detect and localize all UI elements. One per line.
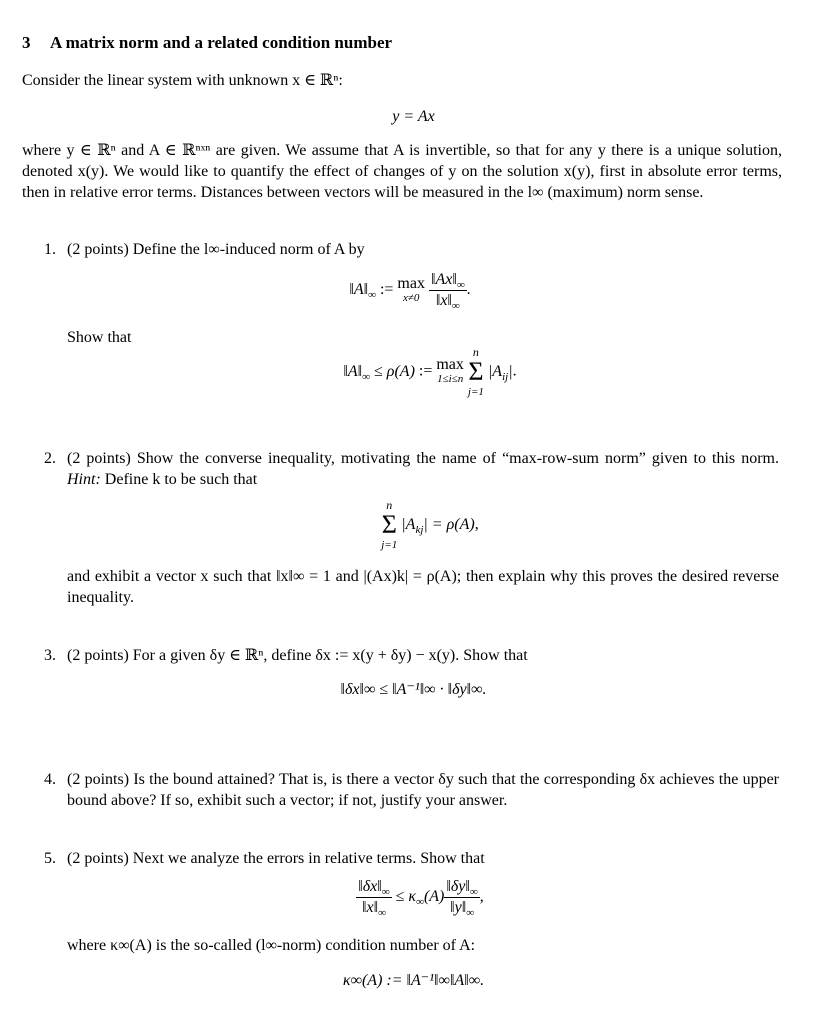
question-4-points: (2 points) bbox=[67, 771, 130, 788]
question-2-hint-label: Hint: bbox=[67, 471, 101, 488]
question-5-equation-1: $\frac{‖\delta x‖_\infty}{‖x‖_\infty}$ ≤ $\kappa_\infty(A)$ $\frac{‖\delta y‖_\infty}{‖y‖_\infty}$ , bbox=[358, 878, 484, 920]
question-3-label: 3. bbox=[44, 647, 56, 664]
question-2-equation: n Σ j=1 $|A_{kj}| = \rho(A)$, bbox=[381, 498, 479, 551]
norm-ratio-fraction: $\frac{‖Ax‖_\infty}{‖x‖_\infty}$ bbox=[430, 271, 465, 313]
max-operator: max x≠0 bbox=[397, 274, 425, 304]
norm-A-inf: $‖A‖_\infty$ bbox=[349, 281, 376, 302]
question-3-text: For a given δy ∈ ℝⁿ, define δx := x(y + δy) − x(y). Show that bbox=[132, 647, 528, 664]
question-5-equation-2: κ∞(A) := ‖A⁻¹‖∞‖A‖∞. bbox=[342, 972, 485, 989]
question-3-points: (2 points) bbox=[67, 647, 129, 664]
question-5-label: 5. bbox=[44, 850, 56, 867]
relative-error-y-fraction: $\frac{‖\delta y‖_\infty}{‖y‖_\infty}$ bbox=[446, 878, 478, 920]
question-2-hint-text: Define k to be such that bbox=[104, 471, 258, 488]
intro-equation: y = Ax bbox=[392, 108, 435, 125]
question-2-points: (2 points) bbox=[67, 450, 131, 467]
question-5-text: Next we analyze the errors in relative terms. Show that bbox=[132, 850, 485, 867]
question-1-points: (2 points) bbox=[67, 241, 129, 258]
question-1-text: Define the l∞-induced norm of A by bbox=[132, 241, 365, 258]
section-heading bbox=[22, 32, 392, 53]
question-5-points: (2 points) bbox=[67, 850, 129, 867]
intro-paragraph: where y ∈ ℝⁿ and A ∈ ℝⁿˣⁿ are given. We assume that A is invertible, so that for any y there is a unique solution, denoted x(y). We would like to quantify the effect of changes of y on the solution x(y), first in absolute error terms, then in relative error terms. Distances between vectors will be measured in the l∞ (maximum) norm sense. bbox=[22, 142, 782, 201]
intro-text: Consider the linear system with unknown x ∈ ℝⁿ: bbox=[22, 72, 343, 89]
section-title: A matrix norm and a related condition number bbox=[50, 33, 393, 52]
question-2-label: 2. bbox=[44, 450, 56, 467]
relative-error-x-fraction: $\frac{‖\delta x‖_\infty}{‖x‖_\infty}$ bbox=[358, 878, 390, 920]
question-4-text: Is the bound attained? That is, is there a vector δy such that the corresponding δx achieves the upper bound above? If so, exhibit such a vector; if not, justify your answer. bbox=[67, 771, 779, 809]
question-4-label: 4. bbox=[44, 771, 56, 788]
section-number: 3 bbox=[22, 33, 31, 52]
max-row-operator: max 1≤i≤n bbox=[436, 356, 464, 385]
question-2-text: Show the converse inequality, motivating the name of “max-row-sum norm” given to this norm. bbox=[136, 450, 779, 467]
question-1-equation-1: $‖A‖_\infty$ := max x≠0 $\frac{‖Ax‖_\infty}{‖x‖_\infty}$ . bbox=[349, 271, 471, 313]
question-1-label: 1. bbox=[44, 241, 56, 258]
sum-symbol-2: n Σ j=1 bbox=[381, 498, 398, 551]
sum-symbol: n Σ j=1 bbox=[467, 345, 484, 398]
question-3-equation: ‖δx‖∞ ≤ ‖A⁻¹‖∞ · ‖δy‖∞. bbox=[340, 681, 487, 698]
question-1-show-that: Show that bbox=[67, 329, 132, 346]
question-5-where-text: where κ∞(A) is the so-called (l∞-norm) condition number of A: bbox=[67, 937, 476, 954]
question-1-equation-2: $‖A‖_\infty \le \rho(A)$ := max 1≤i≤n n Σ j=1 $|A_{ij}|$. bbox=[343, 345, 517, 398]
question-2-after-text: and exhibit a vector x such that ‖x‖∞ = 1 and |(Ax)k| = ρ(A); then explain why this proves the desired reverse inequality. bbox=[67, 568, 779, 606]
